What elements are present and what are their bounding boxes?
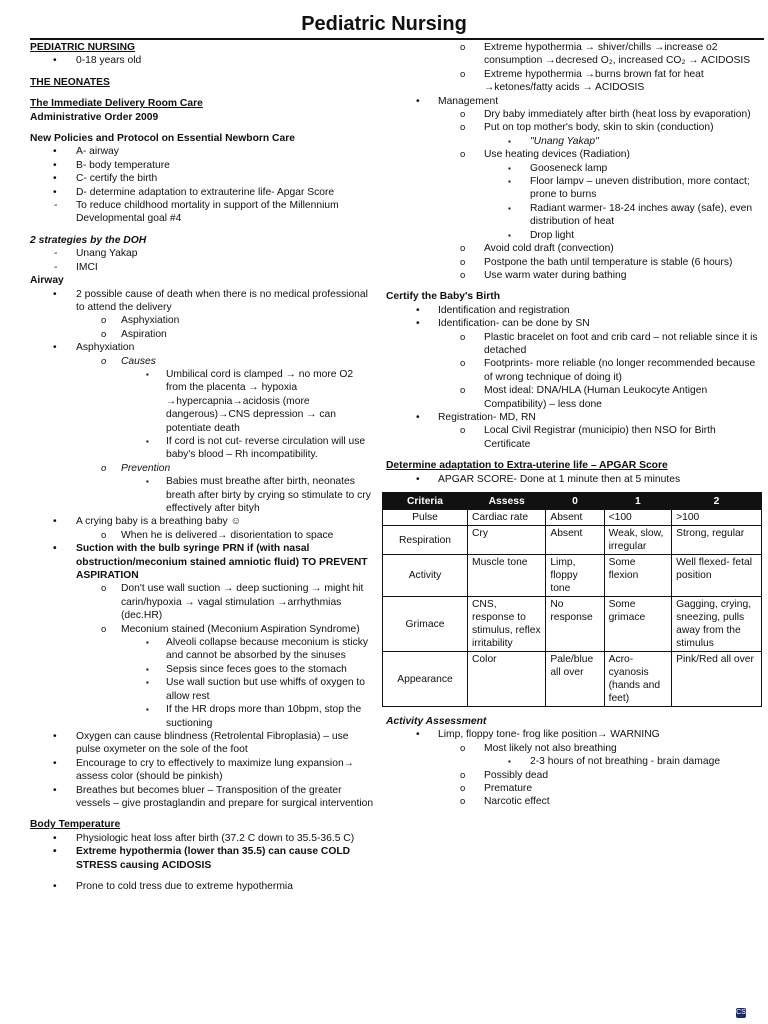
list-item: o Don't use wall suction → deep suctioning → might hit carin/hypoxia → vagal stimulation →arrhythmias (dec.HR) (30, 582, 375, 622)
apgar-cell: Limp, floppy tone (546, 555, 604, 597)
apgar-criteria-cell: Activity (383, 555, 468, 597)
apgar-criteria-cell: Appearance (383, 652, 468, 707)
list-item: • Physiologic heat loss after birth (37.2 C down to 35.5-36.5 C) (30, 832, 375, 845)
list-item: • C- certify the birth (30, 172, 375, 185)
list-item: o Put on top mother's body, skin to skin (conduction) (386, 121, 762, 134)
list-item: ▪ Alveoli collapse because meconium is sticky and cannot be absorbed by the sinuses (30, 636, 375, 663)
cs-icon: CS (736, 1009, 746, 1016)
list-item: o Use warm water during bathing (386, 269, 762, 282)
spacer (30, 89, 375, 97)
apgar-cell: No response (546, 597, 604, 652)
apgar-criteria-cell: Grimace (383, 597, 468, 652)
apgar-cell: CNS, response to stimulus, reflex irritability (468, 597, 546, 652)
apgar-header-row (383, 493, 762, 510)
apgar-cell: Acro- cyanosis (hands and feet) (604, 652, 672, 707)
spacer (30, 124, 375, 132)
list-item: o Most likely not also breathing (386, 742, 762, 755)
apgar-cell: Absent (546, 510, 604, 526)
apgar-column-header: 2 (672, 493, 762, 510)
list-item: ▪ Drop light (386, 229, 762, 242)
list-item: • Suction with the bulb syringe PRN if (with nasal obstruction/meconium stained amniotic fluid) TO PREVENT ASPIRATION (30, 542, 375, 582)
list-item: o Prevention (30, 462, 375, 475)
list-item: o Possibly dead (386, 769, 762, 782)
list-item: ▪ If cord is not cut- reverse circulation will use baby's blood – Rh incompatibility. (30, 435, 375, 462)
table-row (383, 652, 762, 707)
apgar-cell: Cardiac rate (468, 510, 546, 526)
section-heading: Airway (30, 275, 64, 287)
list-item: o Footprints- more reliable (no longer recommended because of wrong technique of doing it) (386, 357, 762, 384)
list-item: • A crying baby is a breathing baby ☺ (30, 515, 375, 528)
list-item: o When he is delivered→ disorientation to space (30, 529, 375, 542)
list-item: o Local Civil Registrar (municipio) then NSO for Birth Certificate (386, 424, 762, 451)
apgar-cell: Pale/blue all over (546, 652, 604, 707)
spacer (30, 68, 375, 76)
table-row (383, 526, 762, 555)
section-heading: Certify the Baby's Birth (386, 291, 501, 303)
list-item: ▪ If the HR drops more than 10bpm, stop the suctioning (30, 703, 375, 730)
spacer (30, 872, 375, 880)
list-item: ▪ Floor lampv – uneven distribution, more contact; prone to burns (386, 175, 762, 202)
list-item: ▪ "Unang Yakap" (386, 135, 762, 148)
apgar-cell: Color (468, 652, 546, 707)
apgar-column-header: 0 (546, 493, 604, 510)
list-item: • Prone to cold tress due to extreme hypothermia (30, 880, 375, 893)
list-item: ▪ Gooseneck lamp (386, 162, 762, 175)
list-item: • D- determine adaptation to extrauterine life- Apgar Score (30, 186, 375, 199)
section-heading: The Immediate Delivery Room Care (30, 98, 203, 110)
list-item: ▪ Sepsis since feces goes to the stomach (30, 663, 375, 676)
list-item: ▪ Use wall suction but use whiffs of oxygen to allow rest (30, 676, 375, 703)
list-item: o Meconium stained (Meconium Aspiration Syndrome) (30, 623, 375, 636)
apgar-cell: Well flexed- fetal position (672, 555, 762, 597)
list-item: ▪ Babies must breathe after birth, neonates breath after birty by crying so stimulate to cry effectively after bityh (30, 475, 375, 515)
section-heading: PEDIATRIC NURSING (30, 42, 136, 53)
list-item: • Asphyxiation (30, 341, 375, 354)
list-item: • APGAR SCORE- Done at 1 minute then at 5 minutes (386, 473, 762, 486)
list-item: o Avoid cold draft (convection) (386, 242, 762, 255)
spacer (30, 226, 375, 234)
section-heading: Administrative Order 2009 (30, 111, 159, 123)
table-row (383, 555, 762, 597)
list-item: • Encourage to cry to effectively to maximize lung expansion→ assess color (should be pinkish) (30, 757, 375, 784)
list-item: • B- body temperature (30, 159, 375, 172)
spacer (386, 707, 762, 715)
list-item: o Causes (30, 355, 375, 368)
apgar-cell: Muscle tone (468, 555, 546, 597)
list-item: ▪ 2-3 hours of not breathing - brain damage (386, 755, 762, 768)
left-column (30, 41, 375, 893)
right-bottom-notes (386, 707, 762, 809)
apgar-cell: <100 (604, 510, 672, 526)
apgar-table (382, 492, 762, 707)
apgar-column-header: 1 (604, 493, 672, 510)
list-item: ▪ Radiant warmer- 18-24 inches away (safe), even distribution of heat (386, 202, 762, 229)
spacer (386, 451, 762, 459)
list-item: o Plastic bracelet on foot and crib card – not reliable since it is detached (386, 331, 762, 358)
apgar-cell: >100 (672, 510, 762, 526)
apgar-cell: Gagging, crying, sneezing, pulls away from the stimulus (672, 597, 762, 652)
list-item: o Use heating devices (Radiation) (386, 148, 762, 161)
subsection-heading: 2 strategies by the DOH (30, 234, 147, 246)
apgar-cell: Absent (546, 526, 604, 555)
table-row (383, 597, 762, 652)
section-heading: Determine adaptation to Extra-uterine life – APGAR Score (386, 460, 668, 472)
list-item: o Extreme hypothermia → shiver/chills →increase o2 consumption →decresed O₂, increased CO₂ → ACIDOSIS (386, 41, 762, 68)
list-item: • Limp, floppy tone- frog like position→ WARNING (386, 728, 762, 741)
apgar-criteria-cell: Pulse (383, 510, 468, 526)
apgar-column-header: Assess (468, 493, 546, 510)
list-item: - IMCI (30, 261, 375, 274)
list-item: o Extreme hypothermia →burns brown fat for heat →ketones/fatty acids → ACIDOSIS (386, 68, 762, 95)
list-item: • Identification and registration (386, 304, 762, 317)
list-item: • Identification- can be done by SN (386, 317, 762, 330)
subsection-heading: Activity Assessment (386, 716, 487, 727)
right-top-notes (386, 41, 762, 486)
right-column (386, 41, 762, 809)
list-item: o Premature (386, 782, 762, 795)
list-item: o Postpone the bath until temperature is stable (6 hours) (386, 256, 762, 269)
spacer (386, 282, 762, 290)
apgar-cell: Strong, regular (672, 526, 762, 555)
apgar-column-header: Criteria (383, 493, 468, 510)
list-item: - To reduce childhood mortality in support of the Millennium Developmental goal #4 (30, 199, 375, 226)
list-item: • Management (386, 95, 762, 108)
list-item: o Aspiration (30, 328, 375, 341)
apgar-cell: Pink/Red all over (672, 652, 762, 707)
list-item: - Unang Yakap (30, 247, 375, 260)
table-row (383, 510, 762, 526)
list-item: o Dry baby immediately after birth (heat loss by evaporation) (386, 108, 762, 121)
page-title: Pediatric Nursing (301, 13, 467, 35)
list-item: • Registration- MD, RN (386, 411, 762, 424)
apgar-cell: Some flexion (604, 555, 672, 597)
list-item: • Oxygen can cause blindness (Retrolental Fibroplasia) – use pulse oxymeter on the sole of the foot (30, 730, 375, 757)
apgar-cell: Weak, slow, irregular (604, 526, 672, 555)
section-heading: New Policies and Protocol on Essential Newborn Care (30, 133, 295, 145)
list-item: o Asphyxiation (30, 314, 375, 327)
list-item: o Most ideal: DNA/HLA (Human Leukocyte Antigen Compatibility) – less done (386, 384, 762, 411)
list-item: ▪ Umbilical cord is clamped → no more O2 from the placenta → hypoxia →hypercapnia→acidosis (more dangerous)→CNS depression → can potentiate death (30, 368, 375, 435)
apgar-cell: Cry (468, 526, 546, 555)
list-item: • 2 possible cause of death when there is no medical professional to attend the delivery (30, 288, 375, 315)
section-heading: Body Temperature (30, 819, 121, 831)
title-divider (30, 38, 764, 40)
list-item: • Extreme hypothermia (lower than 35.5) can cause COLD STRESS causing ACIDOSIS (30, 845, 375, 872)
section-heading: THE NEONATES (30, 76, 110, 88)
list-item: • Breathes but becomes bluer – Transposition of the greater vessels – give prostaglandin and prepare for surgical intervention (30, 784, 375, 811)
list-item: • A- airway (30, 145, 375, 158)
apgar-cell: Some grimace (604, 597, 672, 652)
list-item: • 0-18 years old (30, 54, 375, 67)
apgar-criteria-cell: Respiration (383, 526, 468, 555)
list-item: o Narcotic effect (386, 795, 762, 808)
spacer (30, 810, 375, 818)
